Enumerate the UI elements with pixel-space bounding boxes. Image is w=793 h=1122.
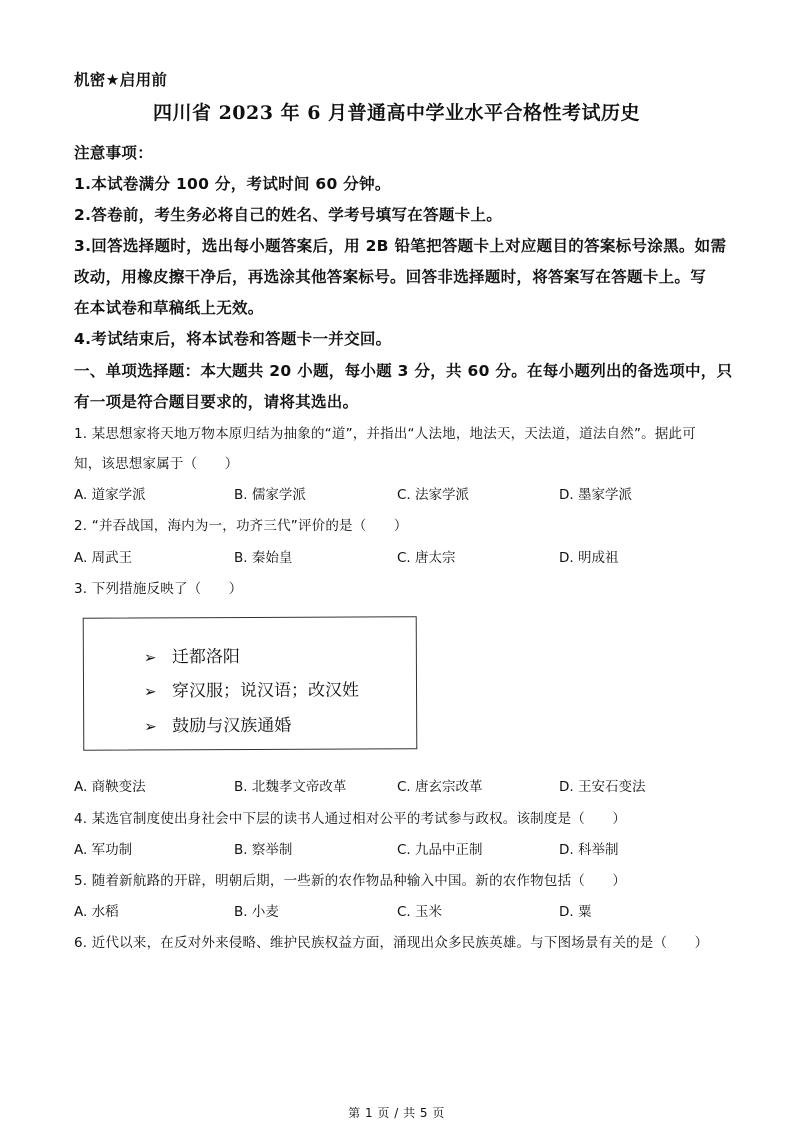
measure-item-1-text: 迁都洛阳 — [171, 647, 240, 668]
question-1-stem-line-2: 知，该思想家属于（ ） — [74, 456, 239, 472]
question-5-stem: 5. 随着新航路的开辟，明朝后期，一些新的农作物品种输入中国。新的农作物包括（ ） — [74, 873, 627, 889]
question-1-stem-line-1: 1. 某思想家将天地万物本原归结为抽象的“道”，并指出“人法地，地法天，天法道，道法自然”。据此可 — [74, 426, 696, 442]
arrow-bullet-icon: ➢ — [143, 648, 157, 667]
question-6-stem: 6. 近代以来，在反对外来侵略、维护民族权益方面，涌现出众多民族英雄。与下图场景有关的是（ ） — [74, 935, 709, 951]
question-2-option-c: C. 唐太宗 — [397, 550, 456, 566]
question-2-option-d: D. 明成祖 — [559, 550, 619, 566]
question-3-option-a: A. 商鞅变法 — [74, 779, 146, 795]
question-1-option-d: D. 墨家学派 — [559, 487, 632, 503]
measure-item-1 — [144, 642, 240, 667]
notes-line-2: 2.答卷前，考生务必将自己的姓名、学考号填写在答题卡上。 — [74, 206, 503, 224]
notes-line-5: 在本试卷和草稿纸上无效。 — [74, 299, 264, 317]
arrow-bullet-icon: ➢ — [143, 682, 157, 701]
arrow-bullet-icon: ➢ — [144, 717, 157, 736]
question-3-option-c: C. 唐玄宗改革 — [397, 779, 483, 795]
notes-line-6: 4.考试结束后，将本试卷和答题卡一并交回。 — [74, 330, 392, 348]
question-3-option-b: B. 北魏孝文帝改革 — [234, 779, 347, 795]
question-2-option-b: B. 秦始皇 — [234, 550, 293, 566]
measure-item-2 — [144, 676, 359, 702]
question-5-option-c: C. 玉米 — [397, 904, 443, 920]
notes-line-1: 1.本试卷满分 100 分，考试时间 60 分钟。 — [74, 175, 391, 193]
measure-item-3 — [144, 711, 291, 737]
question-1-option-a: A. 道家学派 — [74, 487, 146, 503]
question-1-option-b: B. 儒家学派 — [234, 487, 306, 503]
question-4-option-b: B. 察举制 — [234, 842, 293, 858]
question-5-option-b: B. 小麦 — [234, 904, 279, 920]
question-2-option-a: A. 周武王 — [74, 550, 133, 566]
question-4-option-d: D. 科举制 — [559, 842, 619, 858]
question-3-stem: 3. 下列措施反映了（ ） — [74, 581, 243, 597]
page-title: 四川省 2023 年 6 月普通高中学业水平合格性考试历史 — [152, 102, 641, 124]
question-5-option-a: A. 水稻 — [74, 904, 119, 920]
page-number: 第 1 页 / 共 5 页 — [348, 1106, 445, 1120]
question-2-stem: 2. “并吞战国，海内为一，功齐三代”评价的是（ ） — [74, 518, 408, 534]
question-1-option-c: C. 法家学派 — [397, 487, 470, 503]
notes-line-4: 改动，用橡皮擦干净后，再选涂其他答案标号。回答非选择题时，将答案写在答题卡上。写 — [74, 268, 707, 286]
section-heading-line-2: 有一项是符合题目要求的，请将其选出。 — [74, 393, 359, 411]
measure-item-2-text: 穿汉服；说汉语；改汉姓 — [171, 680, 360, 702]
notes-line-3: 3.回答选择题时，选出每小题答案后，用 2B 铅笔把答题卡上对应题目的答案标号涂黑。如需 — [74, 237, 727, 255]
confidential-label: 机密★启用前 — [74, 71, 168, 89]
question-3-measures-box — [83, 616, 418, 750]
notes-heading: 注意事项： — [74, 144, 154, 162]
question-4-option-a: A. 军功制 — [74, 842, 133, 858]
section-heading-line-1: 一、单项选择题：本大题共 20 小题，每小题 3 分，共 60 分。在每小题列出的备选项中，只 — [74, 362, 733, 380]
measure-item-3-text: 鼓励与汉族通婚 — [172, 715, 292, 737]
question-4-stem: 4. 某选官制度使出身社会中下层的读书人通过相对公平的考试参与政权。该制度是（ ） — [74, 811, 627, 827]
question-4-option-c: C. 九品中正制 — [397, 842, 483, 858]
question-5-option-d: D. 粟 — [559, 904, 592, 920]
question-3-option-d: D. 王安石变法 — [559, 779, 646, 795]
